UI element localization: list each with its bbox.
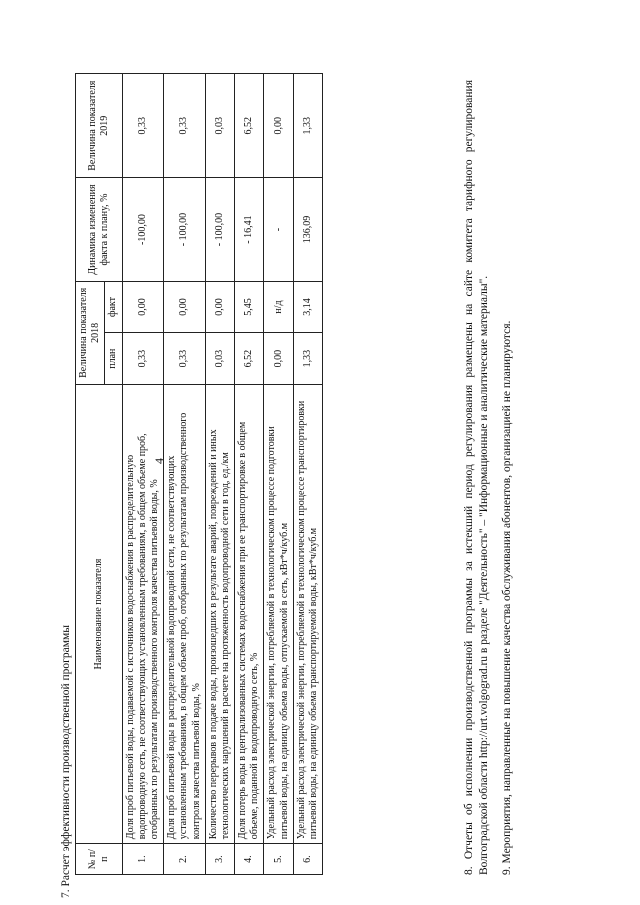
row-plan: 0,33 <box>164 333 206 385</box>
notes-section <box>462 80 523 875</box>
efficiency-table <box>75 73 323 875</box>
row-fact: 3,14 <box>293 281 322 333</box>
table-row <box>164 74 206 875</box>
row-fact: 0,00 <box>164 281 206 333</box>
section-title: 7. Расчет эффективности производственной программы <box>60 624 72 898</box>
table-row <box>122 74 164 875</box>
table-row <box>264 74 293 875</box>
note-reports: 8. Отчеты об исполнении производственной программы за истекший период регулирования размещены на сайте комитета тарифного регулирования Волгоградской области http://urt.volgograd.ru в разделе "Деятельность" – "Информационные и аналитические материалы". <box>463 80 490 875</box>
row-value-2019: 0,03 <box>205 74 234 178</box>
row-dynamics: 136,09 <box>293 178 322 281</box>
row-fact: 0,00 <box>122 281 164 333</box>
header-name: Наименование показателя <box>76 384 123 843</box>
row-num: 5. <box>264 844 293 875</box>
row-dynamics: - 100,00 <box>205 178 234 281</box>
note-measures: 9. Мероприятия, направленные на повышение качества обслуживания абонентов, организацией не планируются. <box>500 320 513 875</box>
row-dynamics: - 16,41 <box>235 178 264 281</box>
row-num: 3. <box>205 844 234 875</box>
header-dynamics: Динамика изменения факта к плану, % <box>76 178 123 281</box>
row-fact: 0,00 <box>205 281 234 333</box>
row-value-2019: 1,33 <box>293 74 322 178</box>
row-plan: 0,33 <box>122 333 164 385</box>
row-dynamics: - <box>264 178 293 281</box>
row-value-2019: 6,52 <box>235 74 264 178</box>
page-number: 4 <box>152 458 166 464</box>
header-plan: план <box>105 333 122 385</box>
row-plan: 0,00 <box>264 333 293 385</box>
row-value-2019: 0,33 <box>164 74 206 178</box>
row-num: 1. <box>122 844 164 875</box>
row-plan: 0,03 <box>205 333 234 385</box>
row-dynamics: -100,00 <box>122 178 164 281</box>
table-row <box>235 74 264 875</box>
header-value-2019: Величина показателя 2019 <box>76 74 123 178</box>
row-name: Удельный расход электрической энергии, потребляемой в технологическом процессе транспортировки питьевой воды, на единицу объема транспортируемой воды, кВт*ч/куб.м <box>293 384 322 843</box>
header-num: № п/п <box>76 844 123 875</box>
row-value-2019: 0,00 <box>264 74 293 178</box>
row-value-2019: 0,33 <box>122 74 164 178</box>
row-num: 6. <box>293 844 322 875</box>
row-fact: н/д <box>264 281 293 333</box>
row-plan: 1,33 <box>293 333 322 385</box>
row-num: 2. <box>164 844 206 875</box>
row-name: Количество перерывов в подаче воды, произошедших в результате аварий, повреждений и иных технологических нарушений в расчете на протяженность водопроводной сети в год, ед./км <box>205 384 234 843</box>
table-row <box>205 74 234 875</box>
table-row <box>293 74 322 875</box>
row-name: Доля проб питьевой воды, подаваемой с источников водоснабжения в распределительную водопроводную сеть, не соответствующих установленным требованиям, в общем объеме проб, отобранных по результатам производственного контроля качества питьевой воды, % <box>122 384 164 843</box>
row-num: 4. <box>235 844 264 875</box>
row-name: Доля проб питьевой воды в распределительной водопроводной сети, не соответствующих установленным требованиям, в общем объеме проб, отобранных по результатам производственного контроля качества питьевой воды, % <box>164 384 206 843</box>
header-fact: факт <box>105 281 122 333</box>
row-name: Удельный расход электрической энергии, потребляемой в технологическом процессе подготовки питьевой воды, на единицу объема воды, отпускаемой в сеть, кВт*ч/куб.м <box>264 384 293 843</box>
row-dynamics: - 100,00 <box>164 178 206 281</box>
row-plan: 6,52 <box>235 333 264 385</box>
header-value-2018: Величина показателя 2018 <box>76 281 105 384</box>
row-fact: 5,45 <box>235 281 264 333</box>
row-name: Доля потерь воды в централизованных системах водоснабжения при ее транспортировке в общем объеме, поданной в водопроводную сеть, % <box>235 384 264 843</box>
